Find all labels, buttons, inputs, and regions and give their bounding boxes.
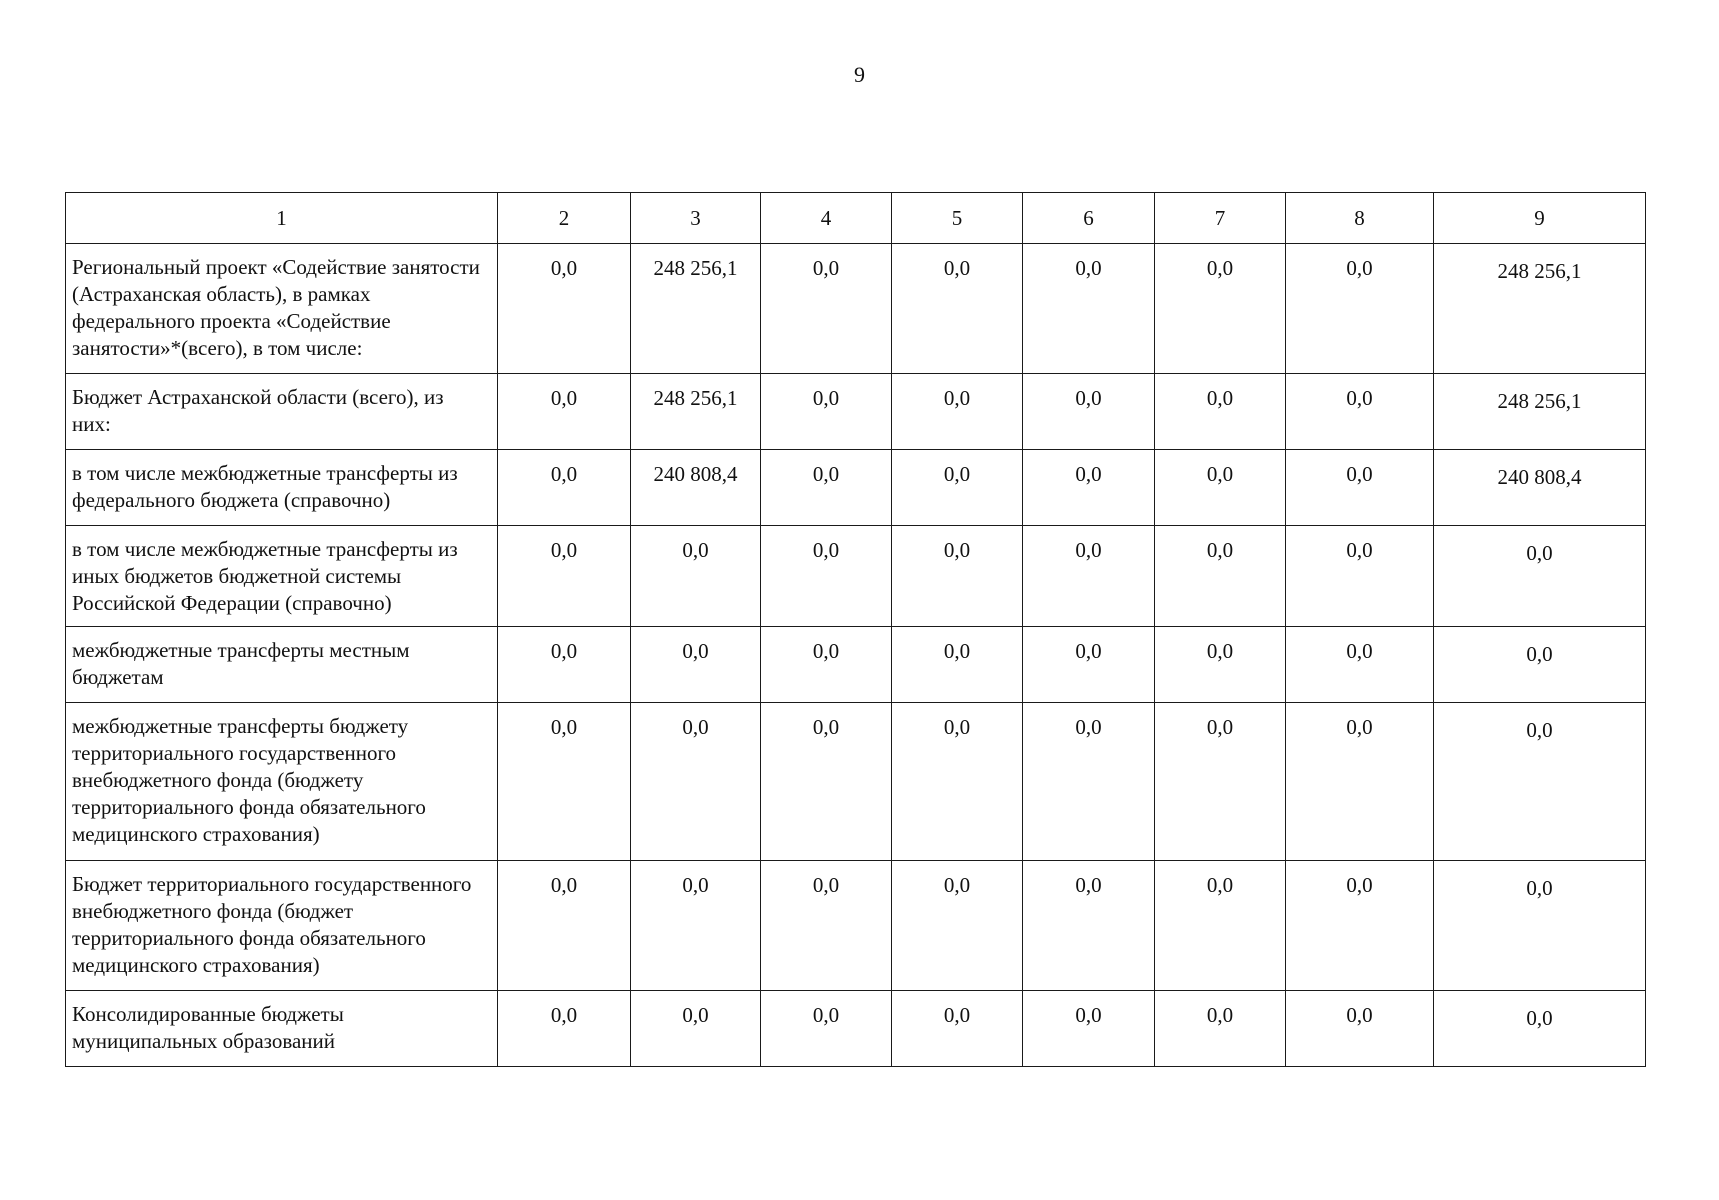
- table-cell: 0,0: [761, 450, 892, 526]
- table-cell: 0,0: [761, 991, 892, 1067]
- page-number: 9: [854, 62, 865, 87]
- table-cell: 0,0: [1286, 526, 1434, 627]
- table-row: [66, 526, 1646, 627]
- table-cell: 0,0: [1286, 627, 1434, 703]
- table-cell: 248 256,1: [631, 244, 761, 374]
- budget-table: [65, 192, 1646, 1067]
- table-cell: 0,0: [1155, 991, 1286, 1067]
- table-cell: 0,0: [498, 526, 631, 627]
- table-cell: 0,0: [1434, 627, 1646, 703]
- table-header-row: [66, 193, 1646, 244]
- table-cell: 240 808,4: [1434, 450, 1646, 526]
- table-cell: 0,0: [761, 703, 892, 861]
- table-cell: 0,0: [761, 244, 892, 374]
- table-cell: 248 256,1: [631, 374, 761, 450]
- table-cell: 0,0: [1155, 374, 1286, 450]
- table-cell: 0,0: [498, 861, 631, 991]
- table-row: [66, 627, 1646, 703]
- table-cell: 0,0: [1286, 703, 1434, 861]
- table-cell: 0,0: [1023, 991, 1155, 1067]
- table-cell: 0,0: [1434, 703, 1646, 861]
- table-cell: 0,0: [631, 627, 761, 703]
- table-cell: 0,0: [1023, 627, 1155, 703]
- column-header: 1: [66, 193, 498, 244]
- row-label: Региональный проект «Содействие занятости (Астраханская область), в рамках федерального проекта «Содействие занятости»*(всего), в том числе:: [66, 244, 498, 374]
- table-cell: 248 256,1: [1434, 374, 1646, 450]
- table-cell: 0,0: [892, 991, 1023, 1067]
- table-cell: 0,0: [1286, 861, 1434, 991]
- table-row: [66, 450, 1646, 526]
- table-cell: 0,0: [1023, 450, 1155, 526]
- table-cell: 0,0: [1023, 374, 1155, 450]
- table-row: [66, 991, 1646, 1067]
- column-header: 8: [1286, 193, 1434, 244]
- table-cell: 0,0: [1155, 244, 1286, 374]
- row-label: Бюджет Астраханской области (всего), из них:: [66, 374, 498, 450]
- row-label: в том числе межбюджетные трансферты из иных бюджетов бюджетной системы Российской Федерации (справочно): [66, 526, 498, 627]
- table-cell: 0,0: [1023, 526, 1155, 627]
- row-label: межбюджетные трансферты местным бюджетам: [66, 627, 498, 703]
- table-cell: 0,0: [631, 991, 761, 1067]
- table-cell: 0,0: [1023, 703, 1155, 861]
- table-cell: 0,0: [1155, 703, 1286, 861]
- table-row: [66, 374, 1646, 450]
- table-cell: 248 256,1: [1434, 244, 1646, 374]
- table-cell: 0,0: [631, 861, 761, 991]
- table-cell: 0,0: [892, 703, 1023, 861]
- table-cell: 0,0: [498, 627, 631, 703]
- table-cell: 0,0: [1286, 244, 1434, 374]
- table-cell: 0,0: [631, 526, 761, 627]
- table-cell: 0,0: [498, 450, 631, 526]
- table-cell: 0,0: [1434, 526, 1646, 627]
- column-header: 7: [1155, 193, 1286, 244]
- table-cell: 0,0: [1155, 450, 1286, 526]
- table-cell: 0,0: [631, 703, 761, 861]
- table-cell: 0,0: [1434, 861, 1646, 991]
- column-header: 5: [892, 193, 1023, 244]
- table-cell: 0,0: [761, 526, 892, 627]
- row-label: в том числе межбюджетные трансферты из федерального бюджета (справочно): [66, 450, 498, 526]
- row-label: межбюджетные трансферты бюджету территориального государственного внебюджетного фонда (бюджету территориального фонда обязательного медицинского страхования): [66, 703, 498, 861]
- table-cell: 240 808,4: [631, 450, 761, 526]
- table-cell: 0,0: [498, 244, 631, 374]
- table-cell: 0,0: [1155, 861, 1286, 991]
- column-header: 3: [631, 193, 761, 244]
- row-label: Бюджет территориального государственного внебюджетного фонда (бюджет территориального фонда обязательного медицинского страхования): [66, 861, 498, 991]
- column-header: 4: [761, 193, 892, 244]
- table-cell: 0,0: [892, 627, 1023, 703]
- table-cell: 0,0: [1286, 991, 1434, 1067]
- table-cell: 0,0: [1155, 526, 1286, 627]
- table-cell: 0,0: [1023, 244, 1155, 374]
- table-cell: 0,0: [761, 374, 892, 450]
- table-row: [66, 703, 1646, 861]
- row-label: Консолидированные бюджеты муниципальных образований: [66, 991, 498, 1067]
- table-cell: 0,0: [892, 374, 1023, 450]
- table-cell: 0,0: [1434, 991, 1646, 1067]
- table-cell: 0,0: [498, 991, 631, 1067]
- table-cell: 0,0: [1155, 627, 1286, 703]
- column-header: 9: [1434, 193, 1646, 244]
- table-cell: 0,0: [1286, 374, 1434, 450]
- column-header: 2: [498, 193, 631, 244]
- table-row: [66, 861, 1646, 991]
- table-cell: 0,0: [1286, 450, 1434, 526]
- table-cell: 0,0: [761, 861, 892, 991]
- table-cell: 0,0: [761, 627, 892, 703]
- table-cell: 0,0: [498, 703, 631, 861]
- column-header: 6: [1023, 193, 1155, 244]
- table-cell: 0,0: [892, 861, 1023, 991]
- table-cell: 0,0: [892, 244, 1023, 374]
- table-cell: 0,0: [892, 450, 1023, 526]
- table-cell: 0,0: [1023, 861, 1155, 991]
- table-cell: 0,0: [892, 526, 1023, 627]
- table-row: [66, 244, 1646, 374]
- table-cell: 0,0: [498, 374, 631, 450]
